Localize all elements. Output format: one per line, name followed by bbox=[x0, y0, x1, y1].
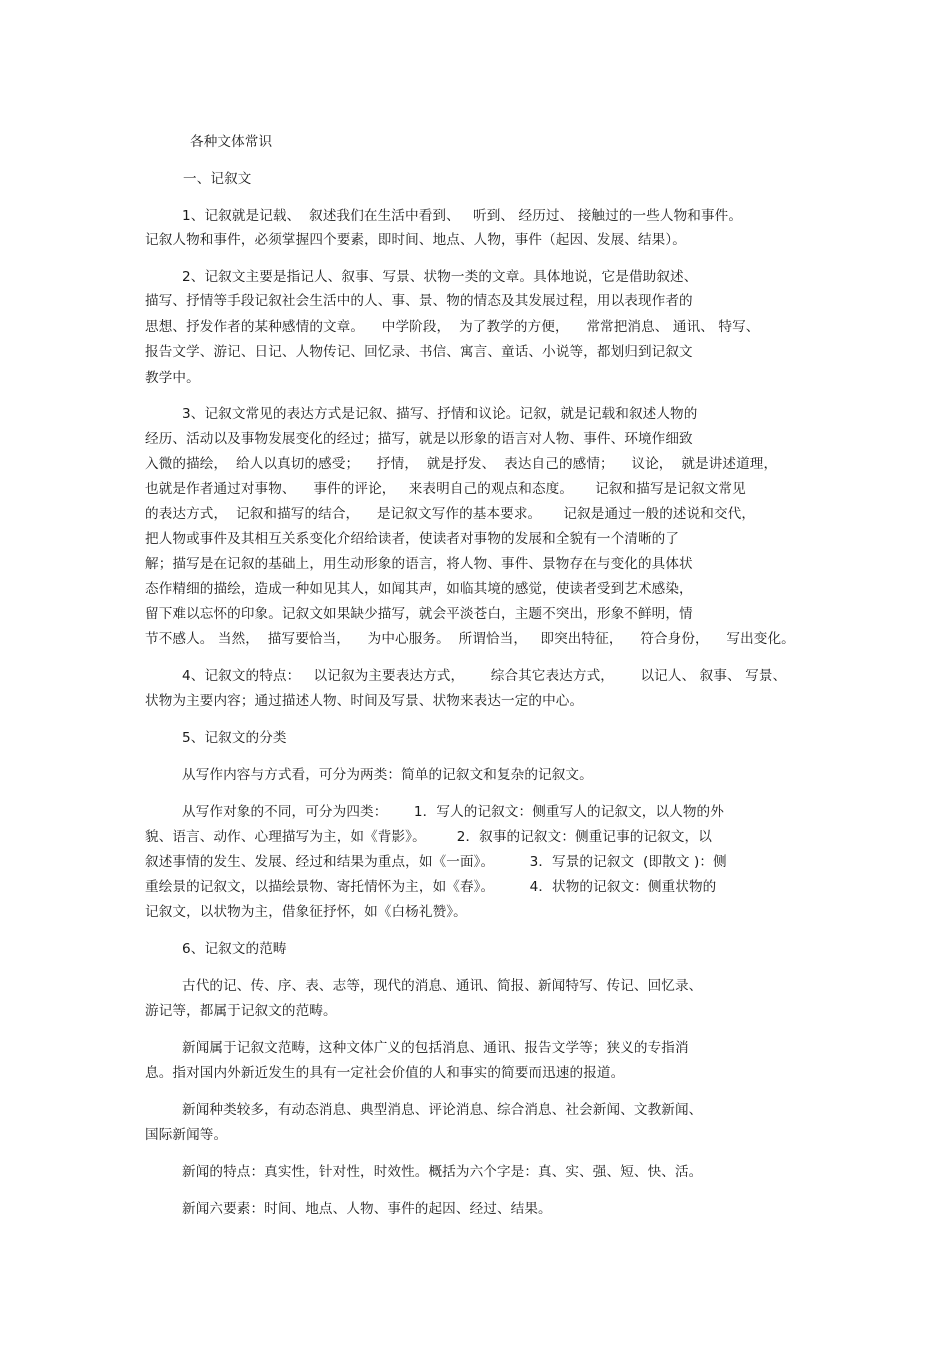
text-line: 重绘景的记叙文，以描绘景物、寄托情怀为主，如《春》。 4．状物的记叙文：侧重状物的 bbox=[145, 879, 717, 895]
text-line: 报告文学、游记、日记、人物传记、回忆录、书信、寓言、童话、小说等，都划归到记叙文 bbox=[145, 344, 693, 360]
text-line: 入微的描绘， 给人以真切的感受； 抒情， 就是抒发、 表达自己的感情； 议论， 就是讲述道理， bbox=[145, 456, 778, 472]
text-line: 的表达方式， 记叙和描写的结合， 是记叙文写作的基本要求。 记叙是通过一般的述说和交代， bbox=[145, 506, 756, 522]
text-line: 3、记叙文常见的表达方式是记叙、描写、抒情和议论。记叙，就是记载和叙述人物的 bbox=[182, 406, 698, 422]
text-line: 新闻六要素：时间、地点、人物、事件的起因、经过、结果。 bbox=[182, 1201, 552, 1217]
text-line: 从写作内容与方式看，可分为两类：简单的记叙文和复杂的记叙文。 bbox=[182, 767, 593, 783]
text-line: 叙述事情的发生、发展、经过和结果为重点，如《一面》。 3．写景的记叙文 (即散文 )：侧 bbox=[145, 854, 727, 870]
subsection-heading: 5、记叙文的分类 bbox=[182, 730, 287, 746]
text-line: 留下难以忘怀的印象。记叙文如果缺少描写，就会平淡苍白，主题不突出，形象不鲜明，情 bbox=[145, 606, 693, 622]
text-line: 经历、活动以及事物发展变化的经过；描写，就是以形象的语言对人物、事件、环境作细致 bbox=[145, 431, 693, 447]
text-line: 记叙人物和事件，必须掌握四个要素，即时间、地点、人物，事件（起因、发展、结果）。 bbox=[145, 232, 686, 248]
text-line: 息。指对国内外新近发生的具有一定社会价值的人和事实的简要而迅速的报道。 bbox=[145, 1065, 625, 1081]
text-line: 解；描写是在记叙的基础上，用生动形象的语言，将人物、事件、景物存在与变化的具体状 bbox=[145, 556, 693, 572]
text-line: 游记等，都属于记叙文的范畴。 bbox=[145, 1003, 337, 1019]
text-line: 状物为主要内容；通过描述人物、时间及写景、状物来表达一定的中心。 bbox=[145, 693, 584, 709]
text-line: 教学中。 bbox=[145, 370, 200, 386]
text-line: 貌、语言、动作、心理描写为主，如《背影》。 2．叙事的记叙文：侧重记事的记叙文，以 bbox=[145, 829, 712, 845]
text-line: 古代的记、传、序、表、志等，现代的消息、通讯、简报、新闻特写、传记、回忆录、 bbox=[182, 978, 703, 994]
text-line: 2、记叙文主要是指记人、叙事、写景、状物一类的文章。具体地说，它是借助叙述、 bbox=[182, 269, 698, 285]
text-line: 1、记叙就是记载、 叙述我们在生活中看到、 听到、 经历过、 接触过的一些人物和事件。 bbox=[182, 208, 743, 224]
text-line: 描写、抒情等手段记叙社会生活中的人、事、景、物的情态及其发展过程，用以表现作者的 bbox=[145, 293, 693, 309]
subsection-heading: 6、记叙文的范畴 bbox=[182, 941, 287, 957]
text-line: 新闻种类较多，有动态消息、典型消息、评论消息、综合消息、社会新闻、文教新闻、 bbox=[182, 1102, 703, 1118]
text-line: 新闻的特点：真实性，针对性，时效性。概括为六个字是：真、实、强、短、快、活。 bbox=[182, 1164, 703, 1180]
text-line: 国际新闻等。 bbox=[145, 1127, 228, 1143]
text-line: 4、记叙文的特点： 以记叙为主要表达方式， 综合其它表达方式， 以记人、 叙事、 写景、 bbox=[182, 668, 787, 684]
text-line: 态作精细的描绘，造成一种如见其人，如闻其声，如临其境的感觉，使读者受到艺术感染， bbox=[145, 581, 693, 597]
text-line: 思想、抒发作者的某种感情的文章。 中学阶段， 为了教学的方便， 常常把消息、 通讯、 特写、 bbox=[145, 319, 760, 335]
text-line: 也就是作者通过对事物、 事件的评论， 来表明自己的观点和态度。 记叙和描写是记叙文常见 bbox=[145, 481, 746, 497]
section-heading: 一、记叙文 bbox=[183, 171, 252, 187]
document-title: 各种文体常识 bbox=[190, 134, 273, 150]
text-line: 从写作对象的不同，可分为四类： 1．写人的记叙文：侧重写人的记叙文，以人物的外 bbox=[182, 804, 724, 820]
text-line: 新闻属于记叙文范畴，这种文体广义的包括消息、通讯、报告文学等；狭义的专指消 bbox=[182, 1040, 689, 1056]
text-line: 把人物或事件及其相互关系变化介绍给读者，使读者对事物的发展和全貌有一个清晰的了 bbox=[145, 531, 680, 547]
text-line: 节不感人。 当然， 描写要恰当， 为中心服务。 所谓恰当， 即突出特征， 符合身份， 写出变化。 bbox=[145, 631, 795, 647]
text-line: 记叙文，以状物为主，借象征抒怀，如《白杨礼赞》。 bbox=[145, 904, 467, 920]
